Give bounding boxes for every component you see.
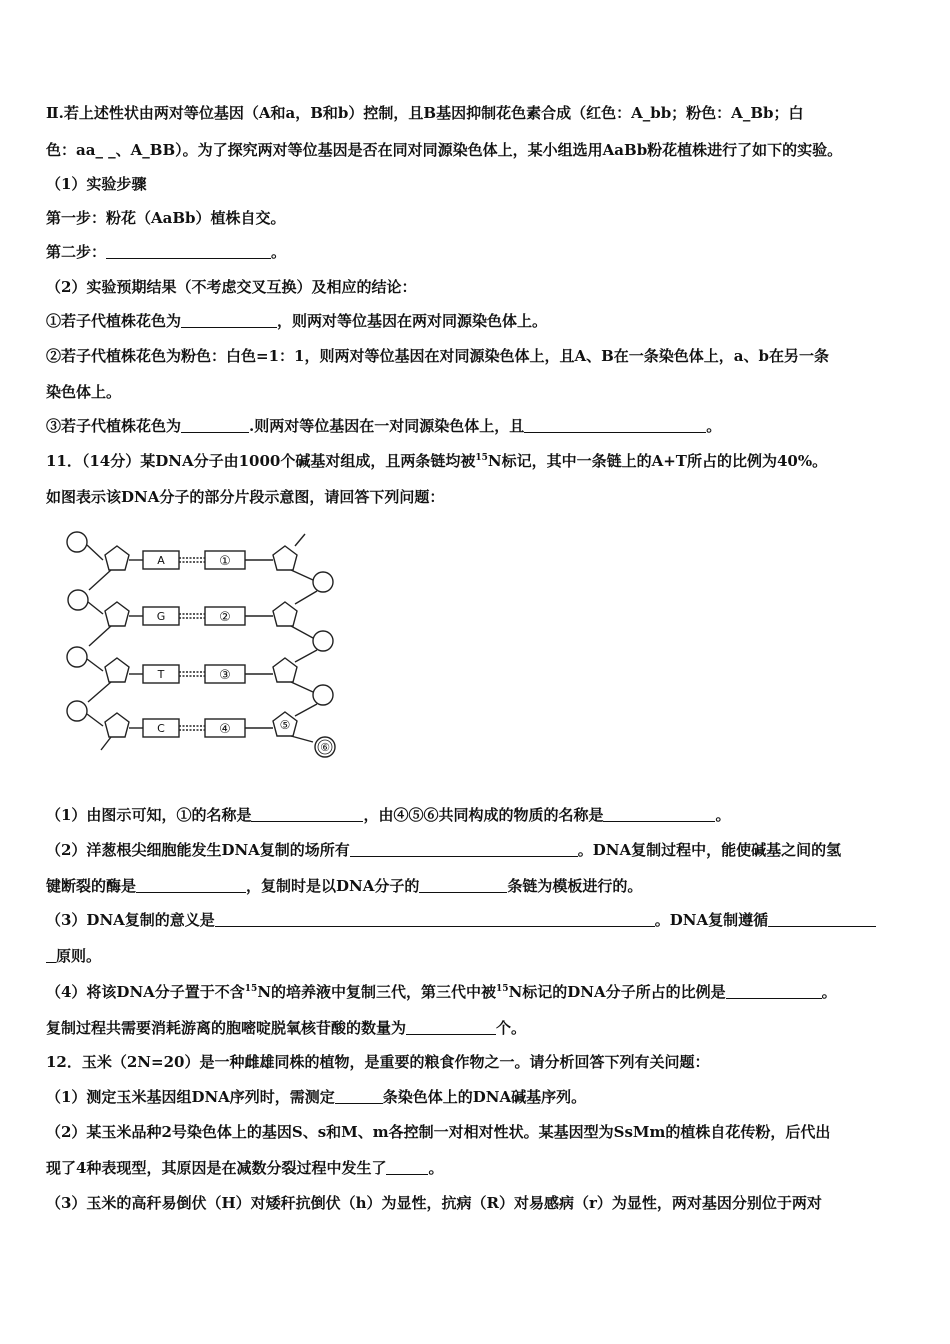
partner-label: ② (219, 610, 231, 625)
q12-answer2-line2: 现了4种表现型，其原因是在减数分裂过程中发生了 。 (46, 1159, 444, 1177)
left-strand (67, 532, 129, 750)
phosphate-label: ⑥ (320, 741, 330, 754)
answer-blank (386, 1160, 428, 1175)
q10-result2-line1: ②若子代植株花色为粉色：白色=1：1，则两对等位基因在对同源染色体上，且A、B在一条染色体上，a、b在另一条 (46, 347, 829, 365)
q11-answer4-line2: 复制过程共需要消耗游离的胞嘧啶脱氧核苷酸的数量为 个。 (46, 1019, 527, 1037)
answer-blank (215, 912, 655, 927)
sugar-label: ⑤ (279, 718, 291, 732)
answer-blank (181, 418, 249, 433)
q10-step1: 第一步：粉花（AaBb）植株自交。 (46, 209, 286, 227)
answer-blank (406, 1020, 496, 1035)
q11-heading-line2: 如图表示该DNA分子的部分片段示意图，请回答下列问题： (46, 488, 445, 506)
q10-intro-line2: 色：aa_ _、A_BB）。为了探究两对等位基因是否在同对同源染色体上，某小组选用AaBb粉花植株进行了如下的实验。 (46, 141, 843, 159)
base-pairs (129, 551, 273, 737)
answer-blank (726, 984, 822, 999)
answer-blank (136, 878, 246, 893)
answer-blank (350, 842, 578, 857)
q12-answer1: （1）测定玉米基因组DNA序列时，需测定 条染色体上的DNA碱基序列。 (46, 1088, 587, 1106)
answer-blank (251, 807, 363, 822)
q10-part1-heading: （1）实验步骤 (46, 175, 147, 193)
q10-result3: ③若子代植株花色为 .则两对等位基因在一对同源染色体上，且 。 (46, 417, 722, 435)
q11-answer2-line1: （2）洋葱根尖细胞能发生DNA复制的场所有 。DNA复制过程中，能使碱基之间的氢 (46, 841, 842, 859)
answer-blank (603, 807, 715, 822)
answer-blank (335, 1089, 383, 1104)
answer-blank (181, 313, 277, 328)
q12-answer3: （3）玉米的高秆易倒伏（H）对矮秆抗倒伏（h）为显性，抗病（R）对易感病（r）为显性，两对基因分别位于两对 (46, 1194, 822, 1212)
base-label: G (156, 610, 166, 623)
partner-label: ① (219, 554, 231, 569)
q12-heading: 12．玉米（2N=20）是一种雌雄同株的植物，是重要的粮食作物之一。请分析回答下列有关问题： (46, 1053, 710, 1071)
answer-blank (768, 912, 876, 927)
q11-answer3-line1: （3）DNA复制的意义是 。DNA复制遵循 (46, 910, 910, 930)
q11-answer1: （1）由图示可知，①的名称是 ，由④⑤⑥共同构成的物质的名称是 。 (46, 806, 731, 824)
base-label: A (157, 554, 165, 567)
q10-step2: 第二步： 。 (46, 243, 287, 261)
base-label: T (157, 668, 165, 681)
q10-intro-line1: Ⅱ.若上述性状由两对等位基因（A和a，B和b）控制，且B基因抑制花色素合成（红色：A_bb；粉色：A_Bb；白 (46, 104, 804, 122)
q10-part2-heading: （2）实验预期结果（不考虑交叉互换）及相应的结论： (46, 278, 417, 296)
q11-answer4-line1: （4）将该DNA分子置于不含$^{15}$N的培养液中复制三代，第三代中被$^{15}$N标记的DNA分子所占的比例是 。 (46, 983, 837, 1001)
q11-answer2-line2: 键断裂的酶是 ，复制时是以DNA分子的 条链为模板进行的。 (46, 877, 643, 895)
q11-heading-line1: 11．（14分）某DNA分子由1000个碱基对组成，且两条链均被$^{15}$N标记，其中一条链上的A+T所占的比例为40%。 (46, 452, 828, 470)
answer-blank (106, 244, 271, 259)
partner-label: ④ (219, 722, 231, 737)
answer-blank (46, 948, 56, 963)
answer-blank (419, 878, 507, 893)
partner-label: ③ (219, 668, 231, 683)
q10-result2-line2: 染色体上。 (46, 383, 122, 401)
dna-diagram (55, 520, 355, 770)
answer-blank (524, 418, 706, 433)
q11-answer3-line2: 原则。 (46, 946, 910, 966)
base-label: C (157, 722, 165, 735)
q12-answer2-line1: （2）某玉米品种2号染色体上的基因S、s和M、m各控制一对相对性状。某基因型为SsMm的植株自花传粉，后代出 (46, 1123, 831, 1141)
q10-result1: ①若子代植株花色为 ，则两对等位基因在两对同源染色体上。 (46, 312, 548, 330)
